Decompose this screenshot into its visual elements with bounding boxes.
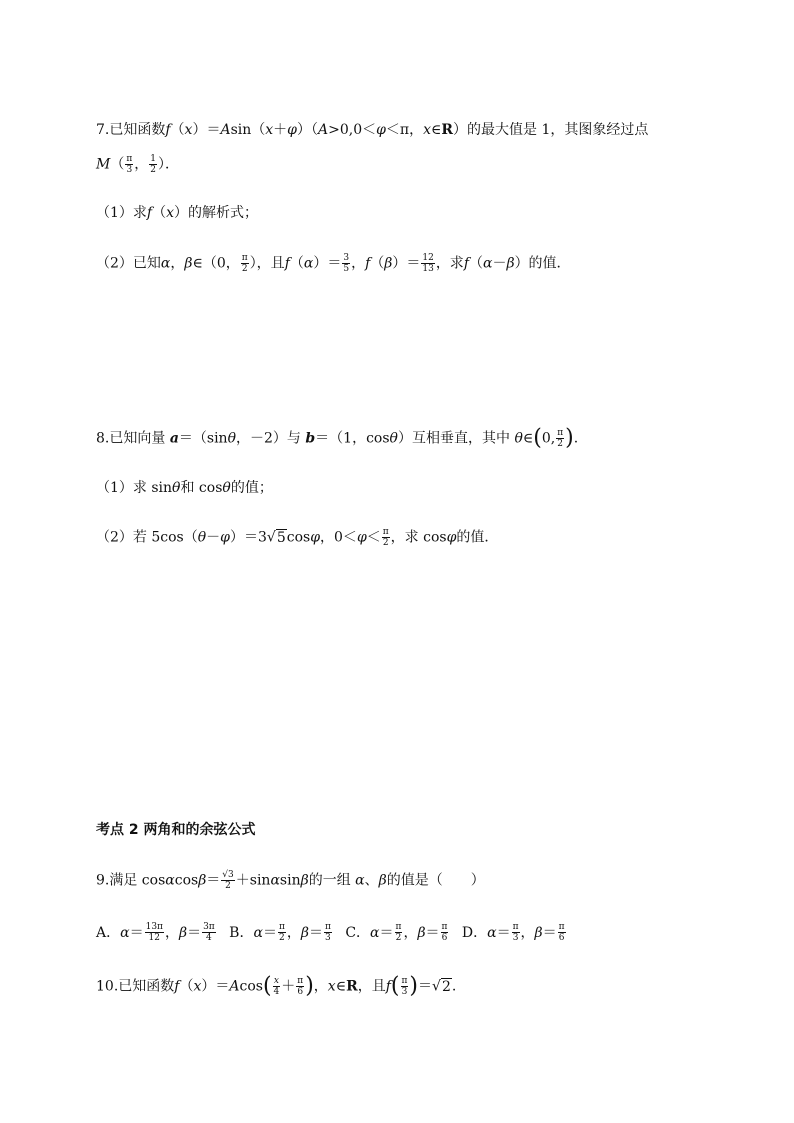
text: α [253, 924, 263, 941]
paren: ) [305, 973, 314, 999]
q10-line1 [96, 973, 457, 999]
sqrt-sign: √ [266, 529, 276, 546]
text: θ [389, 430, 398, 447]
text: β [534, 924, 543, 941]
text: x [166, 205, 175, 221]
text: 的值． [456, 529, 499, 546]
text: ）＝ [201, 978, 230, 995]
text: 8.已知向量 [96, 430, 170, 447]
text: ），且 [249, 255, 285, 272]
text: A． [96, 924, 121, 941]
text: β [198, 872, 207, 889]
text: α [303, 255, 314, 272]
text: ）． [158, 156, 179, 173]
denominator: 2 [395, 933, 402, 943]
text: （ [170, 122, 185, 138]
text: ∈ [335, 978, 347, 995]
fraction [241, 253, 249, 274]
text: ＝ [542, 924, 557, 941]
numerator: π [126, 154, 133, 164]
text: （2）已知 [96, 255, 161, 272]
text: α [165, 872, 175, 889]
text: 7.已知函数 [96, 122, 166, 138]
text: f [165, 122, 171, 138]
fraction [324, 922, 332, 943]
text: β [178, 924, 188, 941]
denominator: 6 [297, 987, 304, 997]
text: A [220, 122, 231, 138]
text: ）＝ [192, 122, 221, 138]
text: ）的值． [514, 255, 571, 272]
text: f [463, 255, 469, 272]
denominator: 3 [401, 987, 408, 997]
text: β [384, 255, 393, 272]
numerator: π [297, 976, 304, 986]
text: （ [370, 255, 385, 272]
numerator: 12 [422, 253, 434, 263]
denominator: 2 [241, 264, 248, 274]
text: ，－2）与 [236, 430, 306, 447]
vector-a: a [169, 430, 179, 447]
text: ）（ [296, 122, 318, 138]
numerator: π [324, 922, 331, 932]
paren: ) [409, 973, 419, 999]
fraction [296, 976, 304, 997]
text: ，求 [435, 255, 464, 272]
text: （ [152, 205, 167, 221]
option-b[interactable] [229, 922, 333, 943]
numerator: π [382, 527, 389, 537]
text: （ [289, 255, 304, 272]
text: x [423, 122, 432, 138]
q7-part1 [96, 203, 258, 223]
fraction [273, 976, 281, 997]
fraction [556, 428, 564, 449]
fraction [558, 922, 566, 943]
text: 、 [364, 872, 379, 889]
text: M [96, 156, 111, 173]
text: ， [403, 924, 418, 941]
fraction [401, 976, 409, 997]
text: D． [461, 924, 488, 941]
paren: ) [565, 425, 574, 451]
text: x [184, 122, 193, 138]
text: （ [179, 978, 194, 995]
denominator: 3 [325, 933, 331, 943]
text: （ [110, 156, 125, 173]
text: ＝ [262, 924, 277, 941]
fraction [125, 154, 133, 175]
text: A [317, 122, 329, 138]
text: ＝（sin [178, 430, 228, 447]
text: cos [239, 978, 263, 995]
fraction [342, 253, 350, 274]
denominator: 4 [273, 987, 280, 997]
text: f [365, 255, 371, 272]
text: （1）求 [96, 205, 147, 221]
text: 和 cos [180, 480, 223, 496]
fraction [278, 922, 286, 943]
text: 的值是（ ） [386, 872, 485, 889]
denominator: 6 [441, 933, 448, 943]
text: ， [351, 255, 366, 272]
text: f [174, 978, 180, 995]
text: C． [345, 924, 371, 941]
text: cos [174, 872, 199, 889]
fraction [221, 870, 234, 891]
text: ＜π， [385, 122, 424, 138]
text: （ [469, 255, 483, 272]
text: ＝（1，cos [315, 430, 390, 447]
text: ）互相垂直，其中 [397, 430, 515, 447]
q7-line1 [96, 120, 648, 140]
text: α [483, 255, 493, 272]
fraction [145, 922, 164, 943]
q7-part2 [96, 253, 571, 274]
fraction [421, 253, 434, 274]
radicand: 5 [276, 529, 286, 546]
text: ＝ [425, 924, 440, 941]
text: β [417, 924, 426, 941]
text: ＝ [129, 924, 144, 941]
text: α [270, 872, 280, 889]
denominator: 2 [150, 165, 156, 175]
q8-line1 [96, 425, 579, 451]
text: φ [356, 529, 367, 546]
text: β [378, 872, 387, 889]
text: ， [286, 924, 301, 941]
denominator: 3 [512, 933, 519, 943]
q8-part2 [96, 527, 498, 548]
numerator: π [512, 922, 519, 932]
fraction [512, 922, 520, 943]
vector-b: b [305, 430, 316, 447]
text: >0,0＜ [328, 122, 377, 138]
text: （1）求 sin [96, 480, 173, 496]
text: ＝ [496, 924, 511, 941]
q8-part1 [96, 478, 273, 498]
denominator: 12 [148, 933, 160, 943]
text: ＋sin [235, 872, 271, 889]
text: β [506, 255, 515, 272]
text: α [355, 872, 365, 889]
text: x [327, 978, 336, 995]
text: B． [229, 924, 254, 941]
text: ＝ [379, 924, 394, 941]
text: R [441, 122, 454, 138]
radicand: 2 [441, 978, 451, 995]
text: ，0＜ [320, 529, 357, 546]
text: θ [227, 430, 237, 447]
text: ）＝ [313, 255, 342, 272]
text: － [206, 529, 221, 546]
numerator: 13π [145, 922, 163, 932]
text: ， [520, 924, 535, 941]
text: φ [287, 122, 297, 138]
option-d[interactable] [461, 922, 567, 943]
text: ，求 cos [390, 529, 447, 546]
denominator: 2 [225, 881, 231, 891]
text: α [487, 924, 497, 941]
text: α [160, 255, 171, 272]
text: ∈（0， [192, 255, 240, 272]
numerator: 3π [203, 922, 215, 932]
fraction [441, 922, 449, 943]
text: － [492, 255, 507, 272]
fraction [149, 154, 157, 175]
text: φ [310, 529, 321, 546]
denominator: 3 [126, 165, 133, 175]
text: ）的解析式； [174, 205, 259, 221]
text: cos [286, 529, 311, 546]
q9-options [96, 922, 567, 943]
text: φ [446, 529, 457, 546]
text: 0, [541, 430, 556, 447]
text: ， [164, 924, 179, 941]
text: θ [514, 430, 523, 447]
text: A [229, 978, 240, 995]
text: ）＝3 [229, 529, 267, 546]
numerator: π [278, 922, 285, 932]
section-heading: 考点 2 两角和的余弦公式 [96, 822, 256, 838]
text: α [120, 924, 130, 941]
denominator: 2 [557, 439, 564, 449]
text: α [370, 924, 380, 941]
text: 10.已知函数 [96, 978, 175, 995]
text: R [346, 978, 358, 995]
numerator: π [557, 428, 564, 438]
option-a[interactable] [96, 922, 217, 943]
text: 的一组 [308, 872, 356, 889]
q9-stem [96, 870, 485, 891]
denominator: 2 [382, 538, 389, 548]
numerator: √3 [222, 870, 234, 880]
text: . [451, 978, 457, 995]
text: . [573, 430, 579, 447]
text: β [300, 872, 309, 889]
text: f [146, 205, 153, 221]
paren: ( [533, 425, 542, 451]
text: β [184, 255, 193, 272]
text: ＝ [206, 872, 221, 889]
text: ∈ [431, 122, 442, 138]
text: θ [172, 480, 181, 496]
text: θ [197, 529, 207, 546]
numerator: x [273, 976, 279, 986]
denominator: 13 [422, 264, 434, 274]
text: ， [313, 978, 328, 995]
fraction [202, 922, 216, 943]
text: φ [220, 529, 230, 546]
text: ，且 [357, 978, 386, 995]
fraction [395, 922, 403, 943]
text: x [193, 978, 202, 995]
text: ）＝ [392, 255, 421, 272]
text: sin（ [230, 122, 266, 138]
numerator: π [395, 922, 402, 932]
denominator: 4 [206, 933, 212, 943]
text: ＝ [418, 978, 433, 995]
text: 的值； [230, 480, 273, 496]
denominator: 5 [343, 264, 350, 274]
text: ）的最大值是 1，其图象经过点 [453, 122, 649, 138]
denominator: 2 [279, 933, 285, 943]
text: ＋ [273, 122, 288, 138]
text: sin [279, 872, 301, 889]
text: f [284, 255, 290, 272]
option-c[interactable] [345, 922, 449, 943]
text: ， [170, 255, 185, 272]
text: ∈ [522, 430, 534, 447]
paren: ( [390, 973, 400, 999]
numerator: π [558, 922, 565, 932]
text: β [300, 924, 309, 941]
text: 9.满足 cos [96, 872, 166, 889]
text: ＜ [366, 529, 381, 546]
text: f [385, 978, 391, 995]
numerator: π [241, 253, 248, 263]
text: ， [134, 156, 149, 173]
q7-line2 [96, 154, 179, 175]
paren: ( [262, 973, 272, 999]
numerator: 1 [150, 154, 156, 164]
text: x [265, 122, 274, 138]
fraction [382, 527, 390, 548]
text: ＝ [187, 924, 202, 941]
numerator: 3 [343, 253, 350, 263]
text: （2）若 5cos（ [96, 529, 198, 546]
denominator: 6 [558, 933, 565, 943]
text: ＋ [281, 978, 296, 995]
numerator: π [401, 976, 408, 986]
text: ＝ [308, 924, 323, 941]
numerator: π [441, 922, 448, 932]
text: θ [222, 480, 231, 496]
sqrt-sign: √ [432, 978, 441, 995]
text: φ [376, 122, 386, 138]
